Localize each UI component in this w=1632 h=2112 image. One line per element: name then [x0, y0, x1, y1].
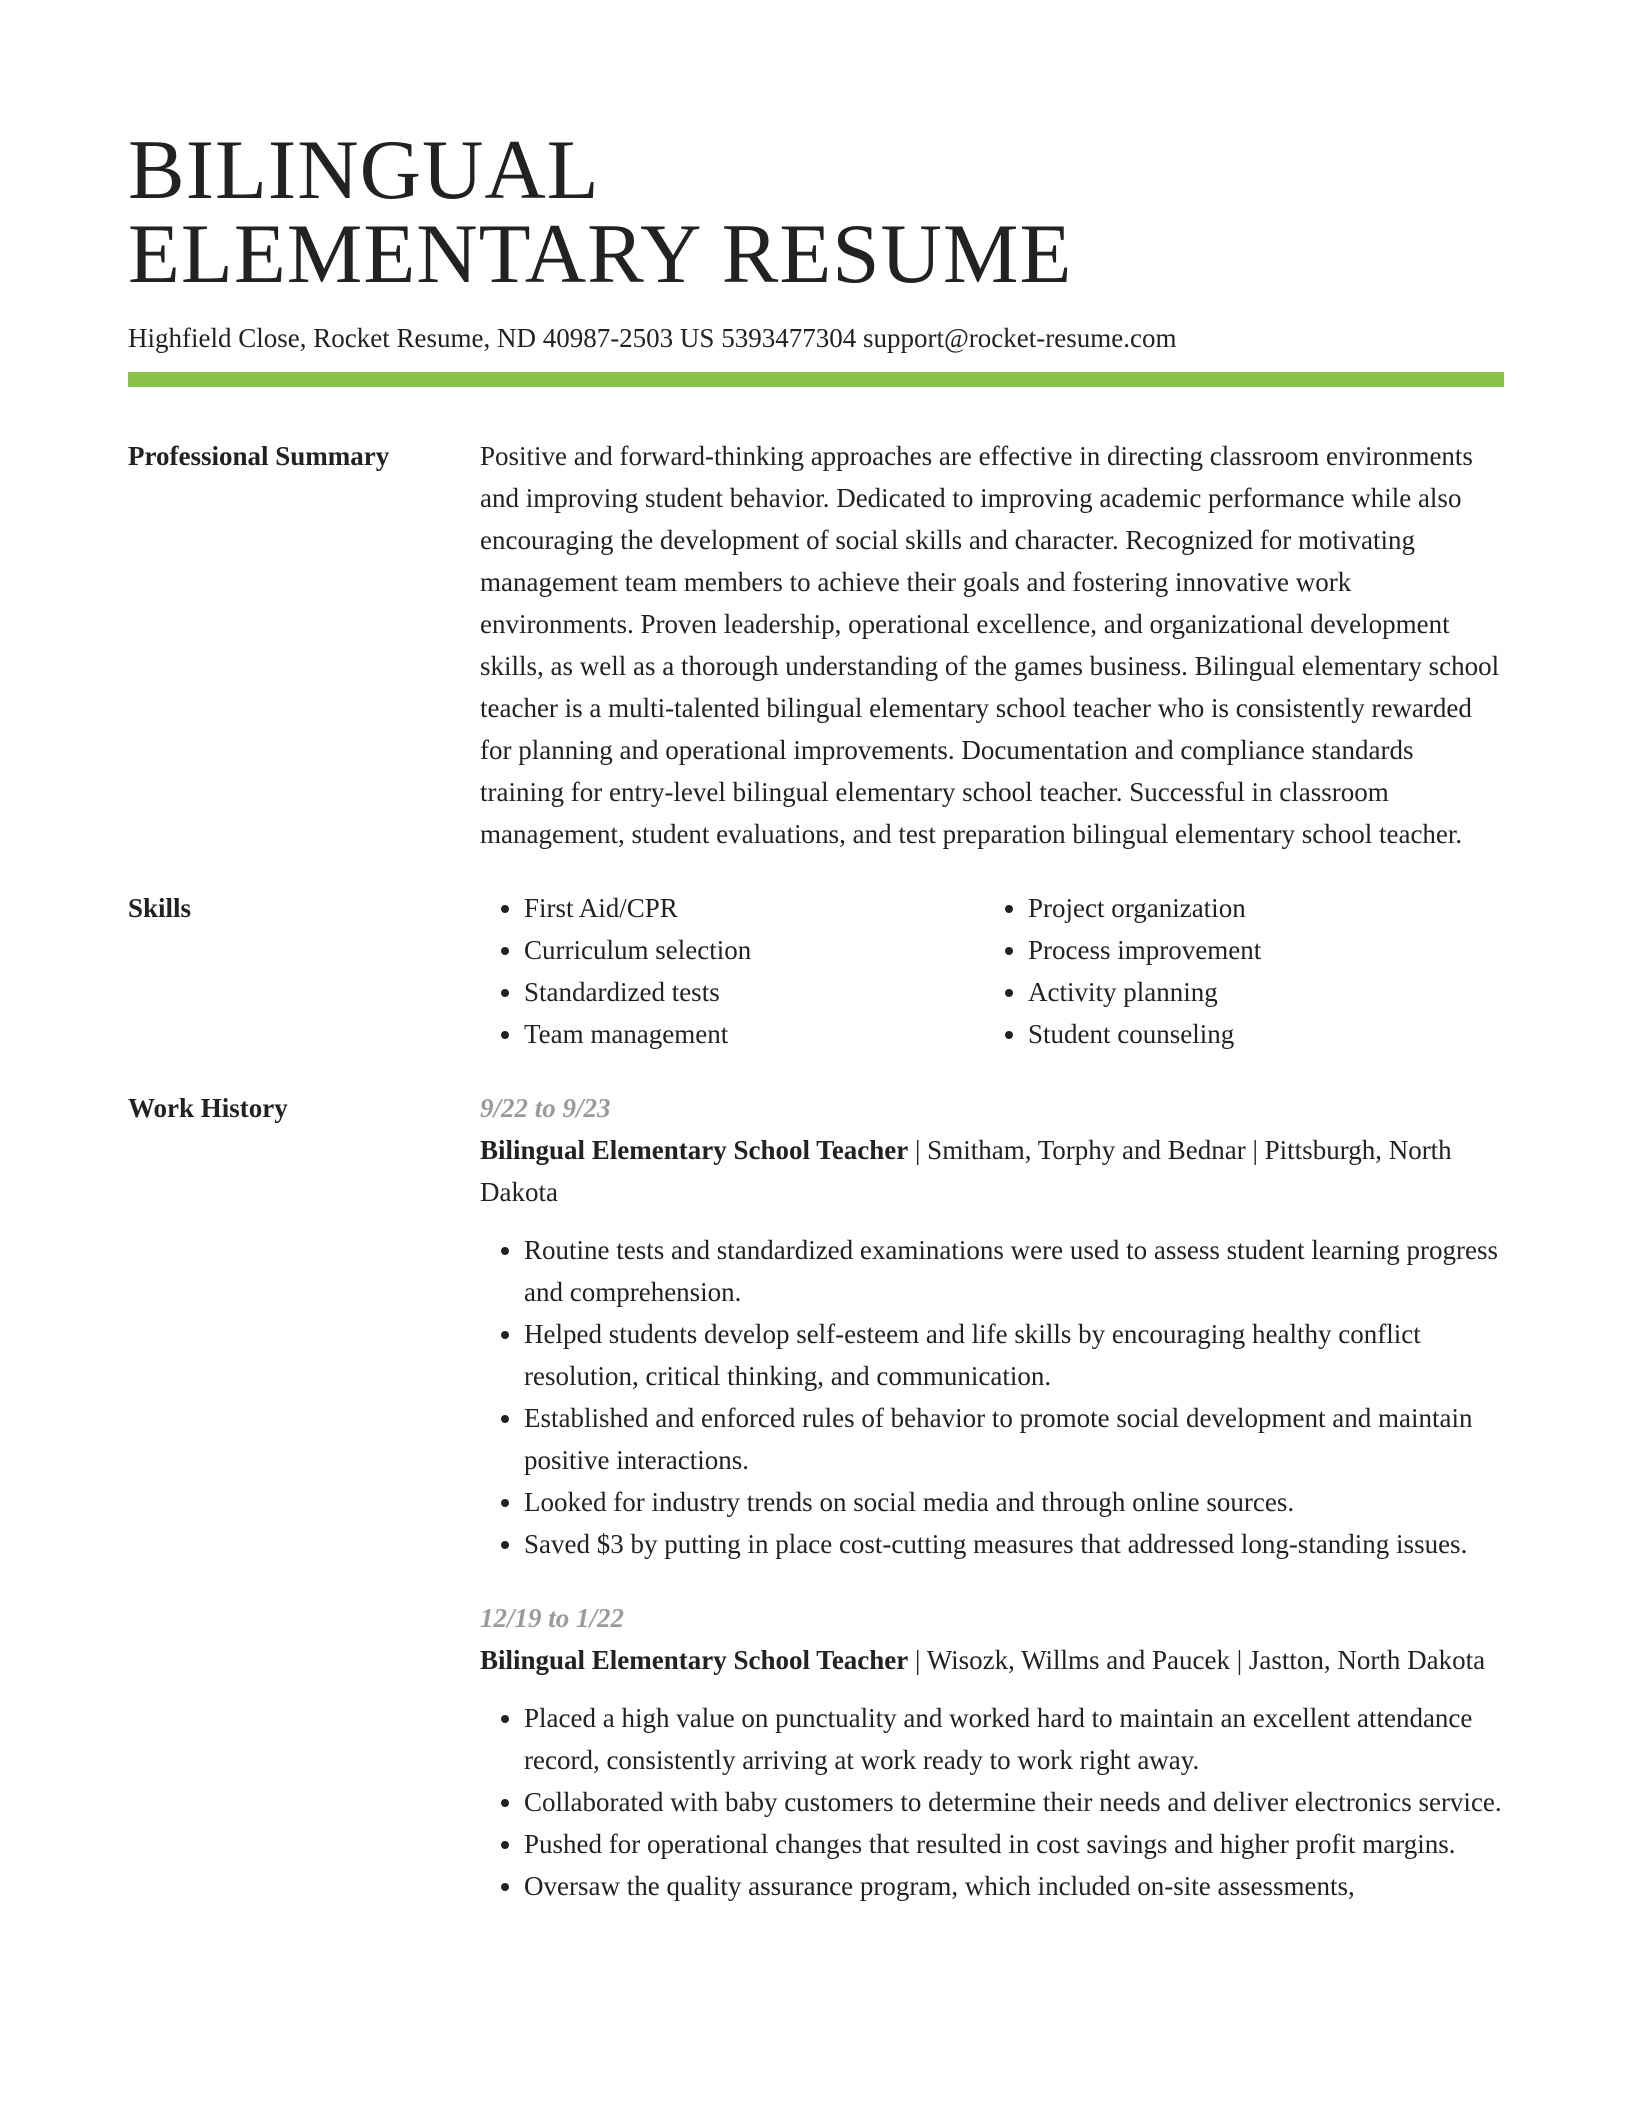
resume-page	[128, 123, 1504, 1939]
job-bullet: • Placed a high value on punctuality and worked hard to maintain an excellent attendance record, consistently arriving at work ready to work right away.	[524, 1697, 1504, 1781]
job-bullet: • Pushed for operational changes that resulted in cost savings and higher profit margins.	[524, 1823, 1504, 1865]
skill-item: • Team management	[524, 1013, 984, 1055]
section-label-summary: Professional Summary	[128, 441, 390, 471]
skill-item: • Process improvement	[1028, 929, 1488, 971]
contact-info: Highfield Close, Rocket Resume, ND 40987-2503 US 5393477304 support@rocket-resume.com	[128, 323, 1177, 353]
job-details: | Wisozk, Willms and Paucek | Jastton, North Dakota	[908, 1645, 1486, 1675]
section-label-work: Work History	[128, 1093, 288, 1123]
skill-item: • Project organization	[1028, 887, 1488, 929]
work-history-section	[128, 1087, 1504, 1939]
title-line-2: ELEMENTARY RESUME	[128, 207, 1073, 301]
skills-column-right	[984, 887, 1488, 1055]
section-label-skills: Skills	[128, 893, 192, 923]
job-bullet: • Established and enforced rules of behavior to promote social development and maintain positive interactions.	[524, 1397, 1504, 1481]
skills-grid	[480, 887, 1504, 1055]
job-entry	[480, 1087, 1504, 1565]
job-bullet: • Helped students develop self-esteem and life skills by encouraging healthy conflict resolution, critical thinking, and communication.	[524, 1313, 1504, 1397]
job-bullet: • Collaborated with baby customers to determine their needs and deliver electronics service.	[524, 1781, 1504, 1823]
job-details: | Smitham, Torphy and Bednar | Pittsburgh, North Dakota	[480, 1135, 1452, 1207]
job-heading	[480, 1129, 1504, 1213]
job-bullets	[480, 1697, 1504, 1907]
resume-title	[128, 123, 1504, 301]
job-dates: 12/19 to 1/22	[480, 1603, 625, 1633]
title-line-1: BILINGUAL	[128, 123, 600, 217]
skills-column-left	[480, 887, 984, 1055]
job-dates: 9/22 to 9/23	[480, 1093, 611, 1123]
summary-text: Positive and forward-thinking approaches are effective in directing classroom environments and improving student behavior. Dedicated to improving academic performance while also encouraging the development of social skills and character. Recognized for motivating management team members to achieve their goals and fostering innovative work environments. Proven leadership, operational excellence, and organizational development skills, as well as a thorough understanding of the games business. Bilingual elementary school teacher is a multi-talented bilingual elementary school teacher who is consistently rewarded for planning and operational improvements. Documentation and compliance standards training for entry-level bilingual elementary school teacher. Successful in classroom management, student evaluations, and test preparation bilingual elementary school teacher.	[480, 441, 1500, 849]
skill-item: • Activity planning	[1028, 971, 1488, 1013]
accent-divider	[128, 372, 1504, 387]
professional-summary-section	[128, 435, 1504, 855]
job-entry	[480, 1597, 1504, 1907]
job-title: Bilingual Elementary School Teacher	[480, 1645, 909, 1675]
job-title: Bilingual Elementary School Teacher	[480, 1135, 909, 1165]
skill-item: • Curriculum selection	[524, 929, 984, 971]
skill-item: • Student counseling	[1028, 1013, 1488, 1055]
skills-section	[128, 887, 1504, 1055]
skill-item: • First Aid/CPR	[524, 887, 984, 929]
job-bullets	[480, 1229, 1504, 1565]
job-bullet: • Looked for industry trends on social media and through online sources.	[524, 1481, 1504, 1523]
skill-item: • Standardized tests	[524, 971, 984, 1013]
job-bullet: • Oversaw the quality assurance program, which included on-site assessments,	[524, 1865, 1504, 1907]
job-heading	[480, 1639, 1504, 1681]
job-bullet: • Saved $3 by putting in place cost-cutting measures that addressed long-standing issues.	[524, 1523, 1504, 1565]
job-bullet: • Routine tests and standardized examinations were used to assess student learning progress and comprehension.	[524, 1229, 1504, 1313]
